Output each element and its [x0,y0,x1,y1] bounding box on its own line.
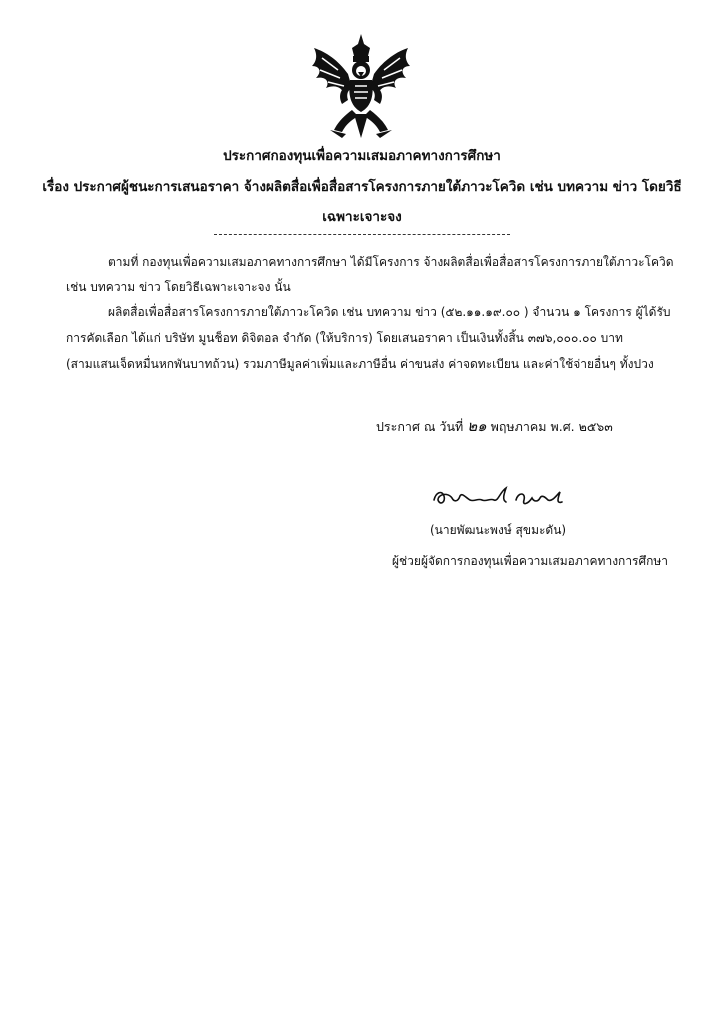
body-paragraph-2-line-2: การคัดเลือก ได้แก่ บริษัท มูนช็อท ดิจิตอล จำกัด (ให้บริการ) โดยเสนอราคา เป็นเงินทั้งสิ้น ๓๗๖,๐๐๐.๐๐ บาท [66,331,623,345]
body-paragraph-1-line-2: เช่น บทความ ข่าว โดยวิธีเฉพาะเจาะจง นั้น [66,280,291,294]
garuda-emblem-icon [308,30,414,142]
date-day: ๒๑ [467,417,487,435]
dashed-divider [214,234,510,235]
announcement-subject-continued: เฉพาะเจาะจง [322,209,402,225]
signatory-position: ผู้ช่วยผู้จัดการกองทุนเพื่อความเสมอภาคทางการศึกษา [392,554,669,568]
date-prefix: ประกาศ ณ วันที่ [376,419,464,434]
body-paragraph-2-line-3: (สามแสนเจ็ดหมื่นหกพันบาทถ้วน) รวมภาษีมูลค่าเพิ่มและภาษีอื่น ค่าขนส่ง ค่าจดทะเบียน และค่าใช้จ่ายอื่นๆ ทั้งปวง [66,357,654,371]
announcement-title: ประกาศกองทุนเพื่อความเสมอภาคทางการศึกษา [223,148,501,164]
date-month-year: พฤษภาคม พ.ศ. ๒๕๖๓ [490,419,613,434]
body-paragraph-2-line-1: ผลิตสื่อเพื่อสื่อสารโครงการภายใต้ภาวะโควิด เช่น บทความ ข่าว (๕๒.๑๑.๑๙.๐๐ ) จำนวน ๑ โครงการ ผู้ได้รับ [108,305,671,319]
announcement-subject: เรื่อง ประกาศผู้ชนะการเสนอราคา จ้างผลิตสื่อเพื่อสื่อสารโครงการภายใต้ภาวะโควิด เช่น บทความ ข่าว โดยวิธี [42,179,682,195]
signatory-name: (นายพัฒนะพงษ์ สุขมะดัน) [430,523,567,537]
announcement-date [376,414,613,438]
handwritten-signature-icon [428,478,568,512]
body-paragraph-1-line-1: ตามที่ กองทุนเพื่อความเสมอภาคทางการศึกษา ได้มีโครงการ จ้างผลิตสื่อเพื่อสื่อสารโครงการภายใต้ภาวะโควิด [108,255,674,269]
